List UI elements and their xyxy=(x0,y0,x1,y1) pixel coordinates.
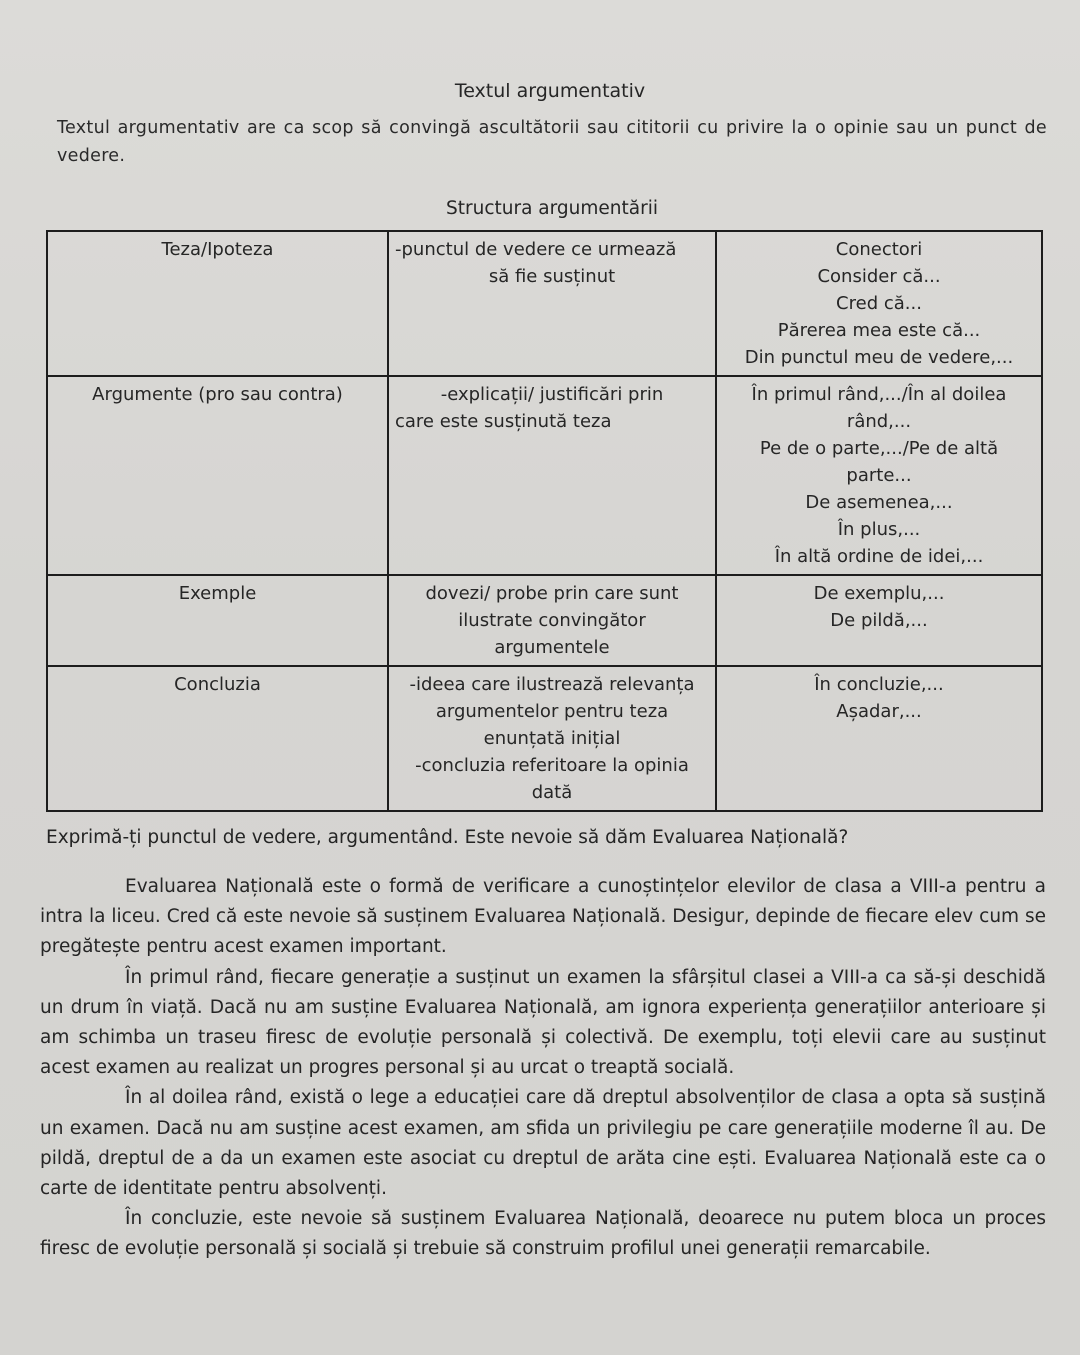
row-connectors-cell xyxy=(716,231,1042,376)
description-line: -explicații/ justificări prin xyxy=(440,384,664,405)
description-line: care este susținută teza xyxy=(395,411,612,432)
description-line: -punctul de vedere ce urmează xyxy=(395,239,677,260)
connector-line: În plus,... xyxy=(837,519,921,540)
row-label-cell xyxy=(47,231,388,376)
connector-line: În altă ordine de idei,... xyxy=(774,546,984,567)
row-connectors-cell xyxy=(716,666,1042,811)
connector-line: De asemenea,... xyxy=(805,492,953,513)
description-line: dovezi/ probe prin care sunt xyxy=(425,583,679,604)
row-label-cell xyxy=(47,376,388,575)
row-description-cell xyxy=(388,231,716,376)
intro-paragraph: Textul argumentativ are ca scop să convingă ascultătorii sau cititorii cu privire la o opinie sau un punct de vedere. xyxy=(57,118,1047,166)
table-row xyxy=(47,575,1042,666)
description-line: enunțată inițial xyxy=(483,728,621,749)
connector-line: Pe de o parte,.../Pe de altă xyxy=(759,438,999,459)
row-label: Teza/Ipoteza xyxy=(161,239,274,260)
connector-line: Cred că... xyxy=(836,293,922,314)
essay-body xyxy=(40,872,1046,1265)
row-description-cell xyxy=(388,376,716,575)
structure-title: Structura argumentării xyxy=(446,198,658,219)
connector-line: Așadar,... xyxy=(836,701,922,722)
row-connectors-cell xyxy=(716,575,1042,666)
essay-question: Exprimă-ți punctul de vedere, argumentând. Este nevoie să dăm Evaluarea Națională? xyxy=(46,827,849,848)
structure-table xyxy=(46,230,1043,812)
connector-line: Părerea mea este că... xyxy=(777,320,981,341)
connector-line: parte... xyxy=(846,465,912,486)
row-description-cell xyxy=(388,666,716,811)
description-line: dată xyxy=(531,782,573,803)
essay-paragraph: În al doilea rând, există o lege a educației care dă dreptul absolvenților de clasa a opta să susțină un examen. Dacă nu am susține acest examen, am sfida un privilegiu pe care generațiile moderne îl au. De pildă, dreptul de a da un examen este asociat cu dreptul de arăta cine ești. Evaluarea Națională este ca o carte de identitate pentru absolvenți. xyxy=(40,1087,1046,1200)
description-line: -concluzia referitoare la opinia xyxy=(415,755,689,776)
essay-paragraph: În primul rând, fiecare generație a susținut un examen la sfârșitul clasei a VIII-a ca să-și deschidă un drum în viață. Dacă nu am susține Evaluarea Națională, am ignora experiența generațiilor anterioare și am schimba un traseu firesc de evoluție personală și colectivă. De exemplu, toți elevii care au susținut acest examen au realizat un progres personal și au urcat o treaptă socială. xyxy=(40,966,1046,1079)
description-line: să fie susținut xyxy=(488,266,616,287)
essay-paragraph: Evaluarea Națională este o formă de verificare a cunoștințelor elevilor de clasa a VIII-a pentru a intra la liceu. Cred că este nevoie să susținem Evaluarea Națională. Desigur, depinde de fiecare elev cum se pregătește pentru acest examen important. xyxy=(40,876,1046,958)
table-row xyxy=(47,376,1042,575)
row-connectors-cell xyxy=(716,376,1042,575)
document-title: Textul argumentativ xyxy=(454,80,646,102)
connector-line: rând,... xyxy=(846,411,912,432)
connector-line: Consider că... xyxy=(817,266,941,287)
connector-line: De pildă,... xyxy=(830,610,928,631)
description-line: argumentelor pentru teza xyxy=(435,701,669,722)
connector-line: În concluzie,... xyxy=(814,674,944,695)
table-row xyxy=(47,231,1042,376)
description-line: argumentele xyxy=(494,637,610,658)
connector-line: Din punctul meu de vedere,... xyxy=(744,347,1014,368)
row-label: Concluzia xyxy=(174,674,261,695)
row-label: Exemple xyxy=(178,583,257,604)
description-line: ilustrate convingător xyxy=(458,610,646,631)
table-row xyxy=(47,666,1042,811)
connector-line: În primul rând,.../În al doilea xyxy=(751,384,1007,405)
connectors-heading: Conectori xyxy=(835,239,923,260)
row-label: Argumente (pro sau contra) xyxy=(92,384,343,405)
essay-paragraph: În concluzie, este nevoie să susținem Evaluarea Națională, deoarece nu putem bloca un proces firesc de evoluție personală și socială și trebuie să construim profilul unei generații remarcabile. xyxy=(40,1208,1046,1260)
row-label-cell xyxy=(47,575,388,666)
connector-line: De exemplu,... xyxy=(813,583,945,604)
row-description-cell xyxy=(388,575,716,666)
description-line: -ideea care ilustrează relevanța xyxy=(409,674,695,695)
row-label-cell xyxy=(47,666,388,811)
